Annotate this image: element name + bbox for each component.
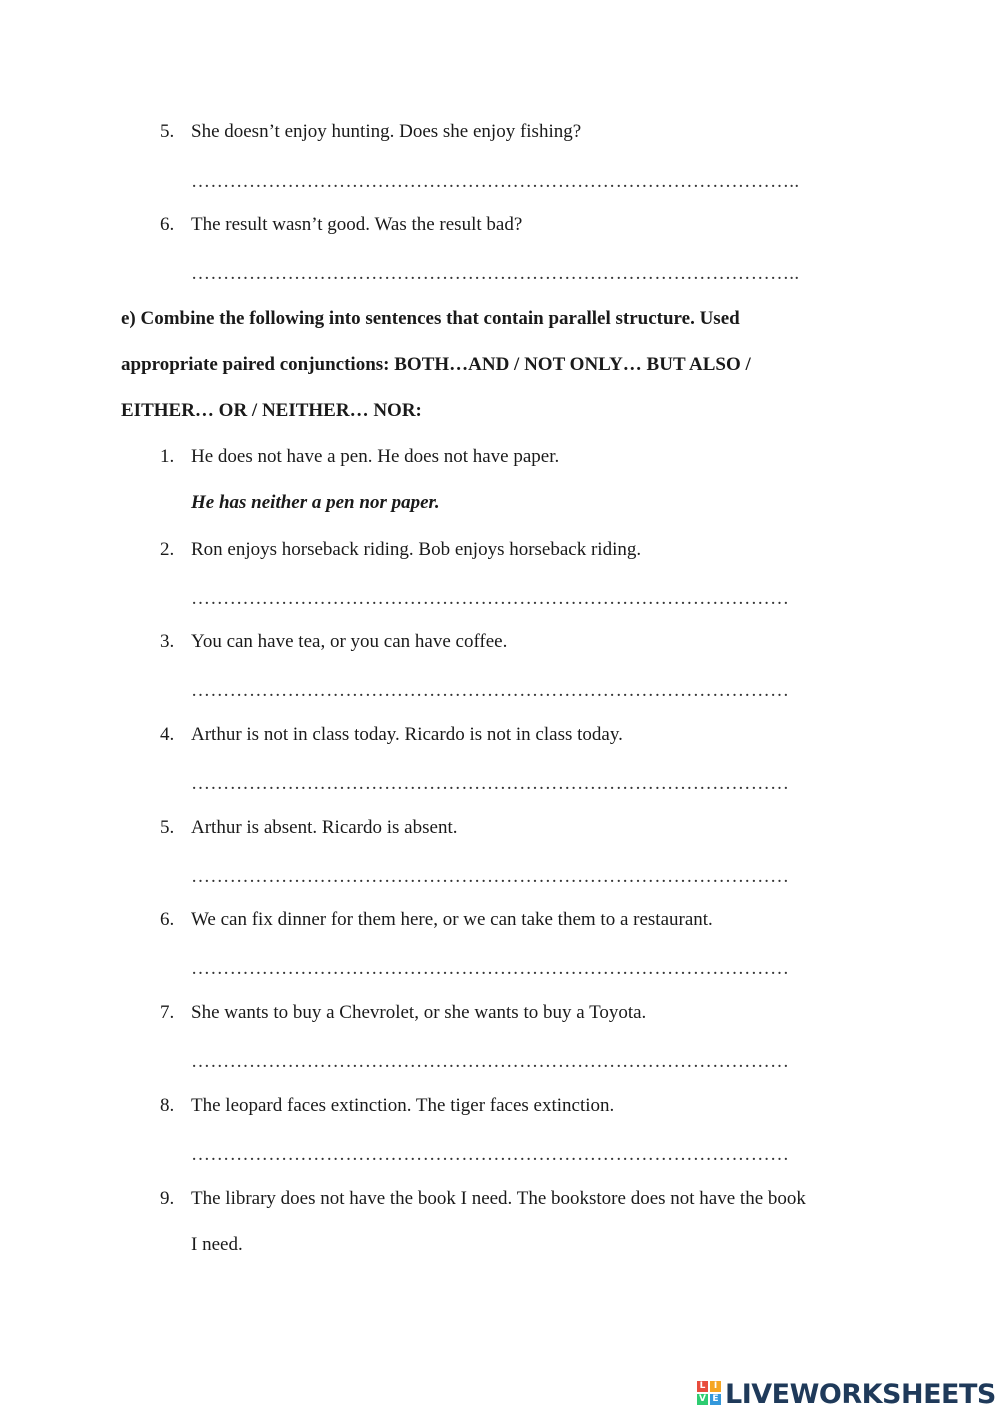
answer-blank[interactable]: ………………………………………………………………………………… <box>191 1144 790 1165</box>
question-number: 3. <box>160 631 175 652</box>
question-number: 6. <box>160 214 175 235</box>
liveworksheets-logo[interactable] <box>697 1379 996 1409</box>
section-heading: EITHER… OR / NEITHER… NOR: <box>121 400 422 421</box>
question-number: 1. <box>160 446 175 467</box>
question-number: 2. <box>160 539 175 560</box>
answer-blank[interactable]: ………………………………………………………………………………… <box>191 958 790 979</box>
question-number: 6. <box>160 909 175 930</box>
section-heading: e) Combine the following into sentences that contain parallel structure. Used <box>121 308 740 329</box>
question-number: 8. <box>160 1095 175 1116</box>
question-number: 4. <box>160 724 175 745</box>
question-text: She doesn’t enjoy hunting. Does she enjoy fishing? <box>191 121 582 142</box>
question-text: Arthur is not in class today. Ricardo is not in class today. <box>191 724 623 745</box>
question-text: Arthur is absent. Ricardo is absent. <box>191 817 458 838</box>
question-number: 7. <box>160 1002 175 1023</box>
example-answer: He has neither a pen nor paper. <box>191 492 440 513</box>
question-text: The library does not have the book I need. The bookstore does not have the book <box>191 1188 806 1209</box>
question-text: The leopard faces extinction. The tiger faces extinction. <box>191 1095 615 1116</box>
answer-blank[interactable]: ………………………………………………………………………………… <box>191 773 790 794</box>
logo-text: LIVEWORKSHEETS <box>725 1378 996 1410</box>
question-number: 9. <box>160 1188 175 1209</box>
logo-mark-icon: L I V E <box>697 1381 723 1407</box>
question-text-continued: I need. <box>191 1234 243 1255</box>
question-text: We can fix dinner for them here, or we can take them to a restaurant. <box>191 909 713 930</box>
question-text: The result wasn’t good. Was the result bad? <box>191 214 523 235</box>
answer-blank[interactable]: ………………………………………………………………………………….. <box>191 171 800 192</box>
question-text: Ron enjoys horseback riding. Bob enjoys horseback riding. <box>191 539 642 560</box>
answer-blank[interactable]: ………………………………………………………………………………… <box>191 1051 790 1072</box>
question-text: She wants to buy a Chevrolet, or she wants to buy a Toyota. <box>191 1002 647 1023</box>
answer-blank[interactable]: ………………………………………………………………………………… <box>191 588 790 609</box>
question-text: You can have tea, or you can have coffee. <box>191 631 508 652</box>
answer-blank[interactable]: ………………………………………………………………………………… <box>191 866 790 887</box>
question-number: 5. <box>160 121 175 142</box>
question-number: 5. <box>160 817 175 838</box>
question-text: He does not have a pen. He does not have paper. <box>191 446 560 467</box>
answer-blank[interactable]: ………………………………………………………………………………… <box>191 680 790 701</box>
section-heading: appropriate paired conjunctions: BOTH…AND / NOT ONLY… BUT ALSO / <box>121 354 751 375</box>
answer-blank[interactable]: ………………………………………………………………………………….. <box>191 263 800 284</box>
